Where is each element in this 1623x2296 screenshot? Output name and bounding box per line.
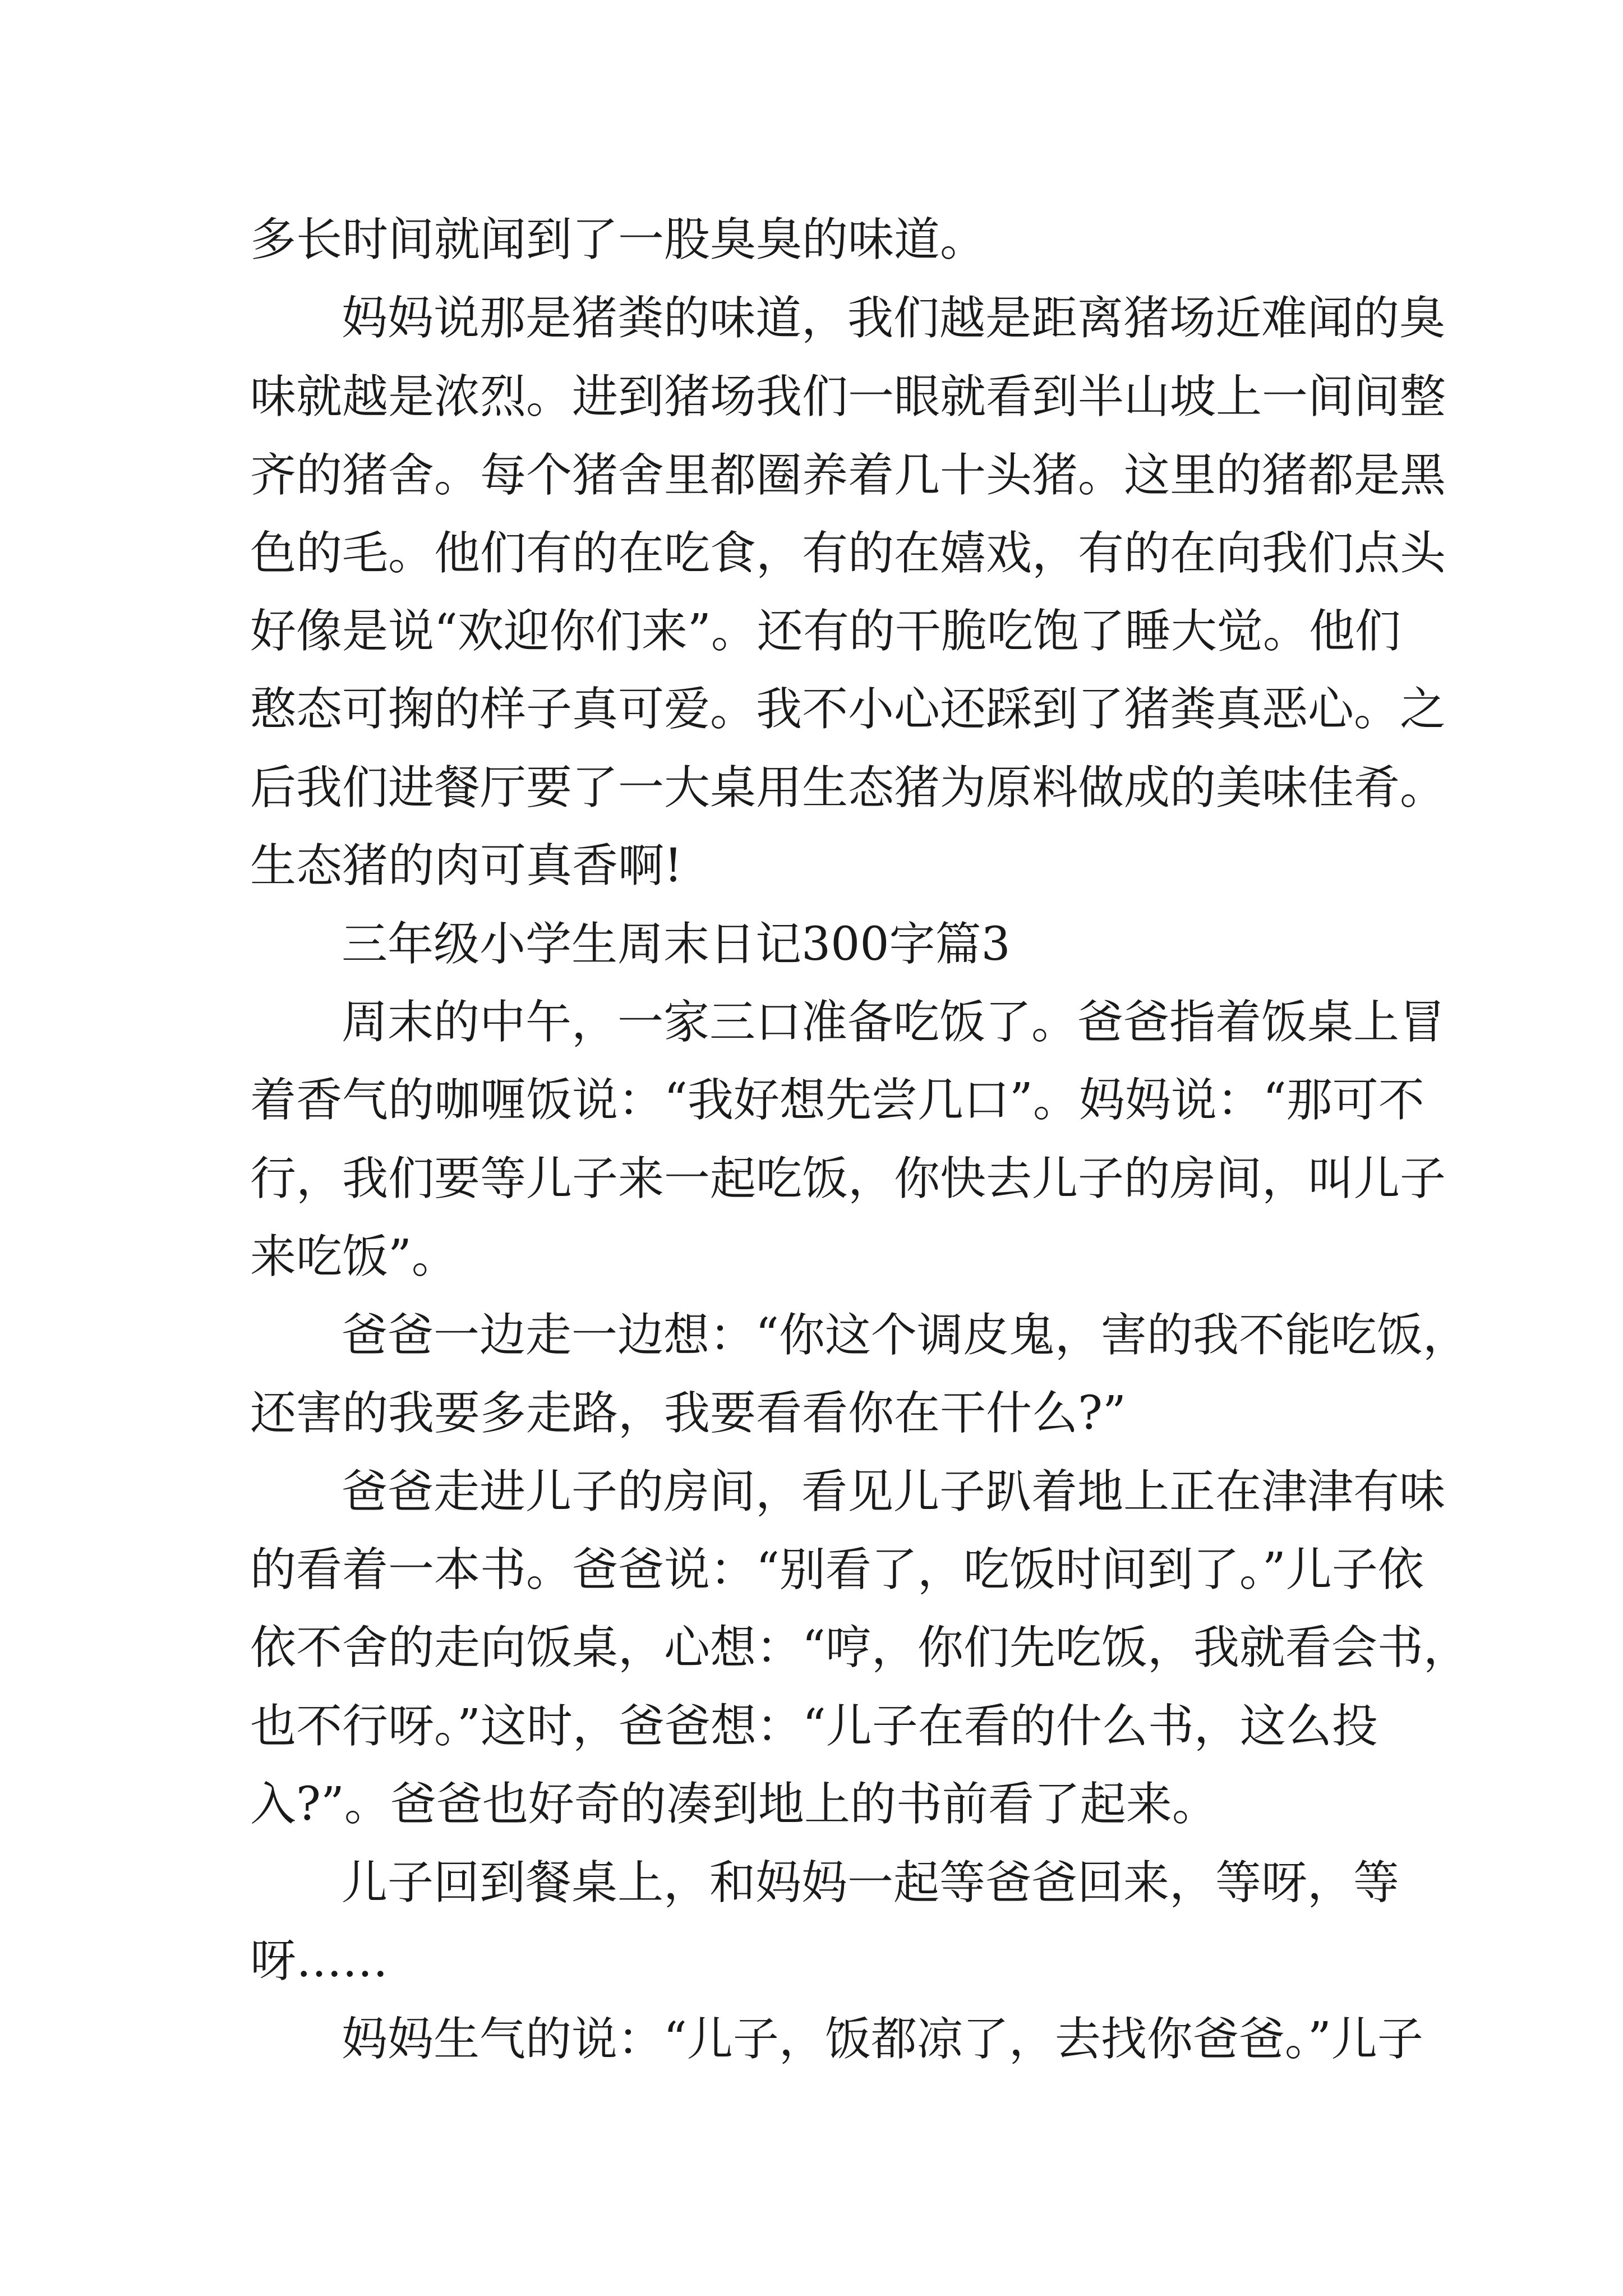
text-line: 齐的猪舍。每个猪舍里都圈养着几十头猪。这里的猪都是黑	[250, 449, 1446, 502]
text-line: 行，我们要等儿子来一起吃饭，你快去儿子的房间，叫儿子	[250, 1152, 1446, 1205]
text-line: 爸爸一边走一边想：“你这个调皮鬼，害的我不能吃饭，	[342, 1309, 1469, 1362]
text-line: 爸爸走进儿子的房间，看见儿子趴着地上正在津津有味	[342, 1465, 1446, 1519]
text-line: 儿子回到餐桌上，和妈妈一起等爸爸回来，等呀，等	[342, 1856, 1400, 1910]
text-line: 入?”。爸爸也好奇的凑到地上的书前看了起来。	[250, 1778, 1218, 1831]
text-line: 依不舍的走向饭桌，心想：“哼，你们先吃饭，我就看会书，	[250, 1621, 1469, 1674]
text-line: 也不行呀。”这时，爸爸想：“儿子在看的什么书，这么投	[250, 1700, 1378, 1753]
text-line: 来吃饭”。	[250, 1230, 458, 1283]
text-line: 味就越是浓烈。进到猪场我们一眼就看到半山坡上一间间整	[250, 370, 1446, 424]
section-heading: 三年级小学生周末日记300字篇3	[342, 918, 1011, 971]
text-line: 好像是说“欢迎你们来”。还有的干脆吃饱了睡大觉。他们	[250, 605, 1401, 658]
text-line: 还害的我要多走路，我要看看你在干什么?”	[250, 1387, 1126, 1440]
text-line: 色的毛。他们有的在吃食，有的在嬉戏，有的在向我们点头	[250, 527, 1446, 580]
text-line: 妈妈说那是猪粪的味道，我们越是距离猪场近难闻的臭	[342, 292, 1446, 345]
text-line: 周末的中午，一家三口准备吃饭了。爸爸指着饭桌上冒	[342, 996, 1446, 1049]
text-line: 呀……	[250, 1934, 389, 1987]
text-line: 憨态可掬的样子真可爱。我不小心还踩到了猪粪真恶心。之	[250, 683, 1446, 736]
text-line: 生态猪的肉可真香啊!	[250, 839, 683, 892]
text-line: 着香气的咖喱饭说：“我好想先尝几口”。妈妈说：“那可不	[250, 1074, 1424, 1127]
text-line: 后我们进餐厅要了一大桌用生态猪为原料做成的美味佳肴。	[250, 761, 1446, 815]
text-line: 的看着一本书。爸爸说：“别看了，吃饭时间到了。”儿子依	[250, 1543, 1424, 1596]
text-line: 妈妈生气的说：“儿子，饭都凉了，去找你爸爸。”儿子	[342, 2013, 1423, 2066]
text-line: 多长时间就闻到了一股臭臭的味道。	[250, 213, 986, 266]
